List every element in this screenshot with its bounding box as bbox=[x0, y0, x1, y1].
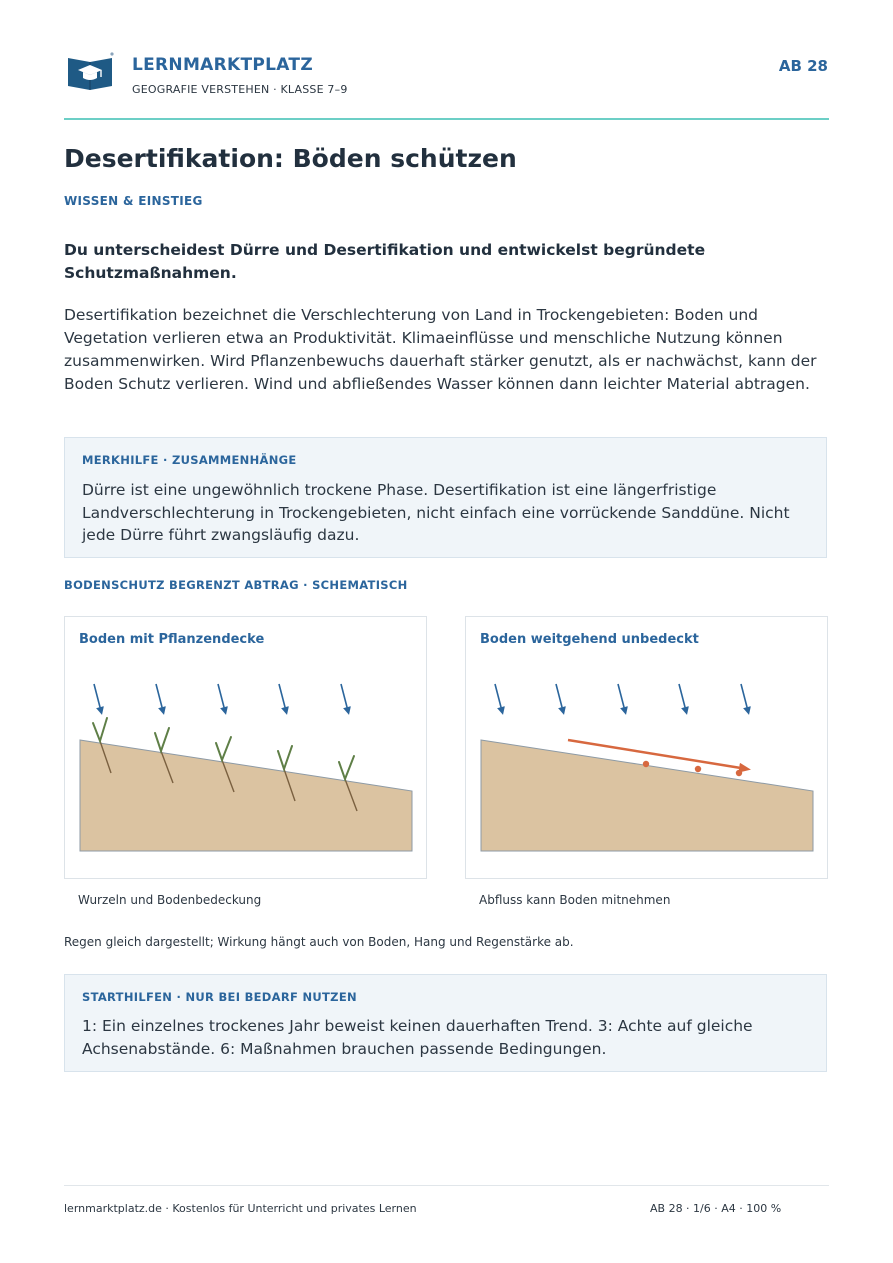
plant bbox=[278, 746, 292, 769]
footer-divider bbox=[64, 1185, 829, 1186]
brand-subtitle: GEOGRAFIE VERSTEHEN · KLASSE 7–9 bbox=[132, 83, 348, 96]
soil-particle bbox=[643, 761, 649, 767]
brand-name: LERNMARKTPLATZ bbox=[132, 55, 313, 75]
soil-slope bbox=[80, 740, 412, 851]
intro-text: Desertifikation bezeichnet die Verschlechterung von Land in Trockengebieten: Boden und Vegetation verlieren etwa an Produktivität. Klimaeinflüsse und menschliche Nutzung können zusammenwirken. Wird Pflanzenbewuchs dauerhaft stärker genutzt, als er nachwächst, kann der Boden Schutz verlieren. Wind und abfließendes Wasser können dann leichter Material abtragen. bbox=[64, 306, 817, 393]
merkhilfe-text: Dürre ist eine ungewöhnlich trockene Phase. Desertifikation ist eine längerfristige Landverschlechterung in Trockengebieten, nicht einfach eine vorrückende Sanddüne. Nicht jede Dürre führt zwangsläufig dazu. bbox=[82, 481, 790, 544]
panel-title: Boden mit Pflanzendecke bbox=[79, 632, 265, 647]
rain-arrow bbox=[341, 684, 348, 711]
footer-site-info: lernmarktplatz.de · Kostenlos für Unterricht und privates Lernen bbox=[64, 1202, 417, 1215]
header-divider bbox=[64, 118, 829, 120]
merkhilfe-box bbox=[64, 437, 827, 558]
rain-arrow bbox=[618, 684, 625, 711]
vegetated-slope-diagram bbox=[65, 617, 428, 880]
panel-bare-soil bbox=[465, 616, 828, 879]
sheet-code: AB 28 bbox=[778, 57, 828, 75]
starthilfen-text: 1: Ein einzelnes trockenes Jahr beweist keinen dauerhaften Trend. 3: Achte auf gleiche Achsenabstände. 6: Maßnahmen brauchen passende Bedingungen. bbox=[82, 1017, 753, 1058]
plant bbox=[339, 756, 354, 779]
rain-arrow bbox=[218, 684, 225, 711]
soil-particle bbox=[695, 766, 701, 772]
rain-arrow bbox=[741, 684, 748, 711]
figure-note: Regen gleich dargestellt; Wirkung hängt auch von Boden, Hang und Regenstärke ab. bbox=[64, 935, 574, 949]
learning-goal: Du unterscheidest Dürre und Desertifikation und entwickelst begründete Schutzmaßnahmen. bbox=[64, 241, 706, 282]
panel-caption-right: Abfluss kann Boden mitnehmen bbox=[479, 893, 671, 907]
rain-arrow bbox=[495, 684, 502, 711]
starthilfen-box bbox=[64, 974, 827, 1072]
rain-arrow bbox=[156, 684, 163, 711]
rain-arrow bbox=[279, 684, 286, 711]
rain-arrows bbox=[495, 684, 748, 711]
rain-arrows bbox=[94, 684, 348, 711]
figure-heading: BODENSCHUTZ BEGRENZT ABTRAG · SCHEMATISCH bbox=[64, 578, 408, 592]
bare-slope-diagram bbox=[466, 617, 829, 880]
panel-title: Boden weitgehend unbedeckt bbox=[480, 632, 699, 647]
merkhilfe-label: MERKHILFE · ZUSAMMENHÄNGE bbox=[82, 453, 297, 467]
footer-page-info: AB 28 · 1/6 · A4 · 100 % bbox=[650, 1202, 782, 1215]
rain-arrow bbox=[94, 684, 101, 711]
panel-vegetated-soil bbox=[64, 616, 427, 879]
plant bbox=[155, 728, 169, 751]
plant bbox=[93, 718, 107, 741]
starthilfen-label: STARTHILFEN · NUR BEI BEDARF NUTZEN bbox=[82, 990, 357, 1004]
section-tag: WISSEN & EINSTIEG bbox=[64, 194, 203, 208]
rain-arrow bbox=[679, 684, 686, 711]
soil-slope bbox=[481, 740, 813, 851]
page-title: Desertifikation: Böden schützen bbox=[64, 144, 517, 173]
rain-arrow bbox=[556, 684, 563, 711]
plant bbox=[216, 737, 231, 760]
soil-particle bbox=[736, 770, 742, 776]
graduation-book-icon bbox=[66, 52, 114, 90]
panel-caption-left: Wurzeln und Bodenbedeckung bbox=[78, 893, 262, 907]
